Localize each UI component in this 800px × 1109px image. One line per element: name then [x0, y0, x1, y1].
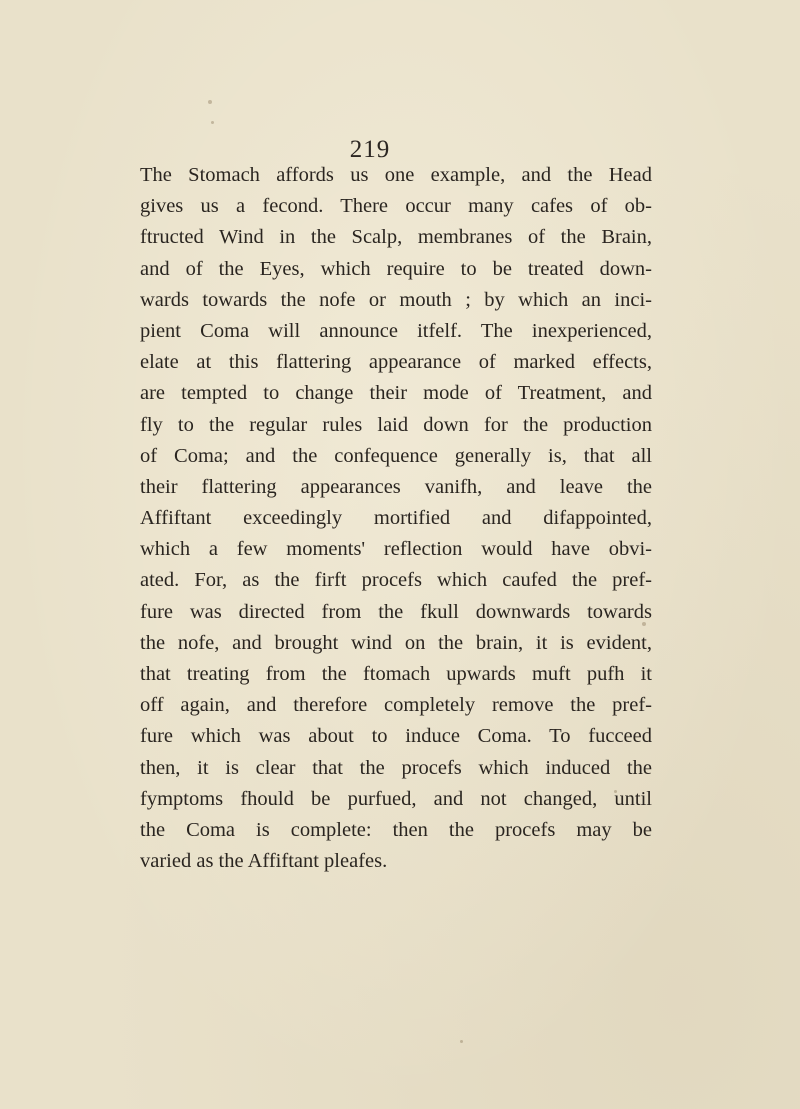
text-line: ftructed Wind in the Scalp, membranes of the Brain,: [140, 226, 652, 249]
text-line: then, it is clear that the procefs which induced the: [140, 756, 652, 779]
text-line: wards towards the nofe or mouth ; by which an inci-: [140, 288, 652, 311]
text-line: fymptoms fhould be purfued, and not changed, until: [140, 787, 652, 810]
text-line: and of the Eyes, which require to be treated down-: [140, 257, 652, 280]
paper-speck: [642, 622, 646, 626]
text-line: Affiftant exceedingly mortified and difappointed,: [140, 507, 652, 530]
text-line: their flattering appearances vanifh, and leave the: [140, 475, 652, 498]
body-paragraph: [140, 160, 652, 877]
text-line: pient Coma will announce itfelf. The inexperienced,: [140, 319, 652, 342]
text-line: of Coma; and the confequence generally is, that all: [140, 444, 652, 467]
text-line: gives us a fecond. There occur many cafes of ob-: [140, 195, 652, 218]
text-line: fure was directed from the fkull downwards towards: [140, 600, 652, 623]
paper-speck: [208, 100, 212, 104]
paper-speck: [211, 121, 214, 124]
text-line: that treating from the ftomach upwards muft pufh it: [140, 663, 652, 685]
text-line: are tempted to change their mode of Treatment, and: [140, 382, 652, 405]
text-line: the nofe, and brought wind on the brain, it is evident,: [140, 631, 652, 654]
text-line: ated. For, as the firft procefs which caufed the pref-: [140, 569, 652, 592]
paper-speck: [614, 790, 617, 793]
text-line: which a few moments' reflection would have obvi-: [140, 538, 652, 561]
text-line: the Coma is complete: then the procefs may be: [140, 818, 652, 841]
paper-speck: [460, 1040, 463, 1043]
text-line: fly to the regular rules laid down for the production: [140, 413, 652, 436]
text-line: The Stomach affords us one example, and the Head: [140, 164, 652, 186]
text-line: off again, and therefore completely remove the pref-: [140, 694, 652, 717]
text-line: elate at this flattering appearance of marked effects,: [140, 351, 652, 374]
text-line: varied as the Affiftant pleafes.: [140, 850, 388, 873]
text-line: fure which was about to induce Coma. To fucceed: [140, 725, 652, 748]
page-number: 219: [349, 136, 391, 163]
